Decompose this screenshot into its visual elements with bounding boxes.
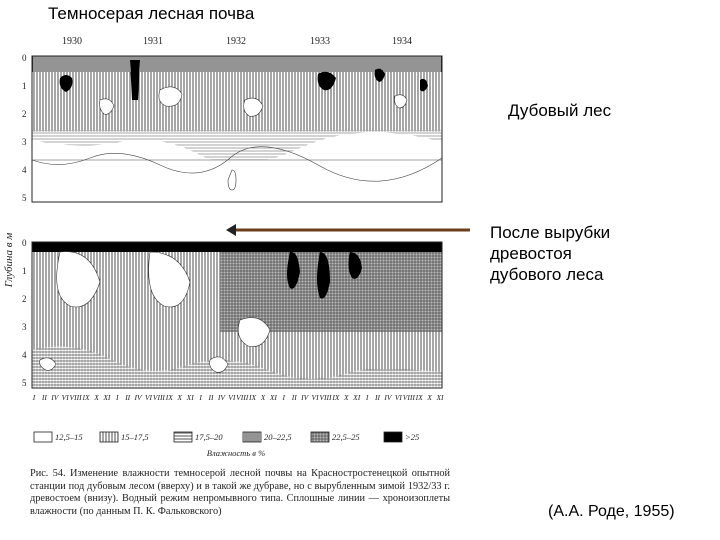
depth-tick: 2: [22, 294, 27, 304]
legend-swatch: [34, 432, 52, 442]
month-tick: VIII: [152, 393, 165, 402]
month-tick: X: [94, 393, 99, 402]
legend-swatch: [174, 432, 192, 442]
year-labels: [62, 36, 412, 47]
year-label: 1930: [62, 36, 82, 47]
after-cut-line-2: древостоя: [490, 244, 572, 263]
figure-caption-text: Рис. 54. Изменение влажности темносерой лесной почвы на Красностростенецкой опытной станции под дубовым лесом (вверху) и в такой же дубраве, но с вырубленным зимой 1932/33 г. древостоем (внизу). Водный режим непромывного типа. Сплошные линии — хроноизоплеты влажности (по данным П. К. Фальковского): [30, 468, 450, 517]
month-tick: IX: [82, 393, 90, 402]
month-tick: XI: [103, 393, 111, 402]
moisture-chronoisopleth-figure: [0, 30, 470, 540]
legend-swatch: [311, 432, 329, 442]
month-tick: XI: [436, 393, 444, 402]
pointer-arrow: [226, 224, 470, 236]
month-tick: X: [260, 393, 266, 402]
legend-axis-label: Влажность в %: [206, 448, 266, 458]
month-tick: IV: [51, 393, 59, 402]
month-tick: IV: [217, 393, 225, 402]
month-tick: I: [199, 393, 202, 402]
depth-tick: 0: [22, 238, 27, 248]
legend-label: 22,5–25: [332, 432, 360, 442]
after-cut-line-3: дубового леса: [490, 265, 604, 284]
legend-label: >25: [405, 432, 420, 442]
year-label: 1932: [226, 36, 246, 47]
depth-tick: 1: [22, 81, 27, 91]
month-tick: X: [177, 393, 182, 402]
month-ticks: [32, 393, 444, 402]
month-tick: XI: [353, 393, 361, 402]
year-label: 1933: [310, 36, 330, 47]
depth-tick: 0: [22, 53, 27, 63]
after-cut-line-1: После вырубки: [490, 223, 611, 242]
bottom-panel-after-cut: [32, 242, 442, 388]
page-title: Темносерая лесная почва: [48, 4, 255, 23]
top-panel-oak-forest: [32, 56, 442, 202]
month-tick: VI: [61, 393, 69, 402]
citation: (А.А. Роде, 1955): [548, 503, 675, 520]
month-tick: VIII: [319, 393, 332, 402]
moisture-legend: [34, 432, 419, 458]
month-tick: IV: [384, 393, 392, 402]
month-tick: XI: [269, 393, 277, 402]
depth-tick: 4: [22, 165, 27, 175]
month-tick: II: [125, 393, 131, 402]
depth-tick: 2: [22, 109, 27, 119]
depth-tick: 3: [22, 137, 27, 147]
month-tick: VI: [311, 393, 319, 402]
month-tick: I: [32, 393, 36, 402]
month-tick: II: [375, 393, 380, 402]
month-tick: II: [208, 393, 214, 402]
month-tick: VI: [144, 393, 153, 402]
month-tick: IX: [332, 393, 340, 402]
month-tick: I: [282, 393, 286, 402]
legend-label: 20–22,5: [264, 432, 292, 442]
legend-label: 17,5–20: [195, 432, 223, 442]
depth-axis-label: Глубина в м: [3, 232, 15, 288]
legend-label: 15–17,5: [121, 432, 149, 442]
depth-ticks-bottom: [22, 238, 27, 388]
depth-tick: 4: [22, 350, 27, 360]
month-tick: IX: [415, 393, 423, 402]
depth-tick: 3: [22, 322, 27, 332]
legend-swatch: [243, 432, 261, 442]
month-tick: XI: [186, 393, 194, 402]
month-tick: IX: [249, 393, 257, 402]
depth-tick: 1: [22, 266, 27, 276]
month-tick: VIII: [402, 393, 415, 402]
month-tick: IX: [165, 393, 173, 402]
legend-swatch: [384, 432, 402, 442]
depth-tick: 5: [22, 193, 27, 203]
year-label: 1934: [392, 36, 412, 47]
month-tick: VI: [394, 393, 402, 402]
month-tick: IV: [134, 393, 142, 402]
month-tick: X: [344, 393, 349, 402]
month-tick: II: [291, 393, 297, 402]
month-tick: I: [116, 393, 119, 402]
month-tick: II: [41, 393, 47, 402]
month-tick: I: [365, 393, 369, 402]
month-tick: VIII: [69, 393, 82, 402]
depth-tick: 5: [22, 378, 27, 388]
depth-ticks-top: [22, 53, 27, 203]
figure-caption: [30, 468, 450, 518]
year-label: 1931: [143, 36, 163, 47]
oak-forest-label: Дубовый лес: [508, 101, 612, 120]
after-cut-label: [490, 222, 610, 285]
legend-label: 12,5–15: [55, 432, 83, 442]
legend-swatch: [100, 432, 118, 442]
month-tick: X: [427, 393, 432, 402]
month-tick: VI: [228, 393, 236, 402]
month-tick: VIII: [236, 393, 249, 402]
month-tick: IV: [301, 393, 309, 402]
